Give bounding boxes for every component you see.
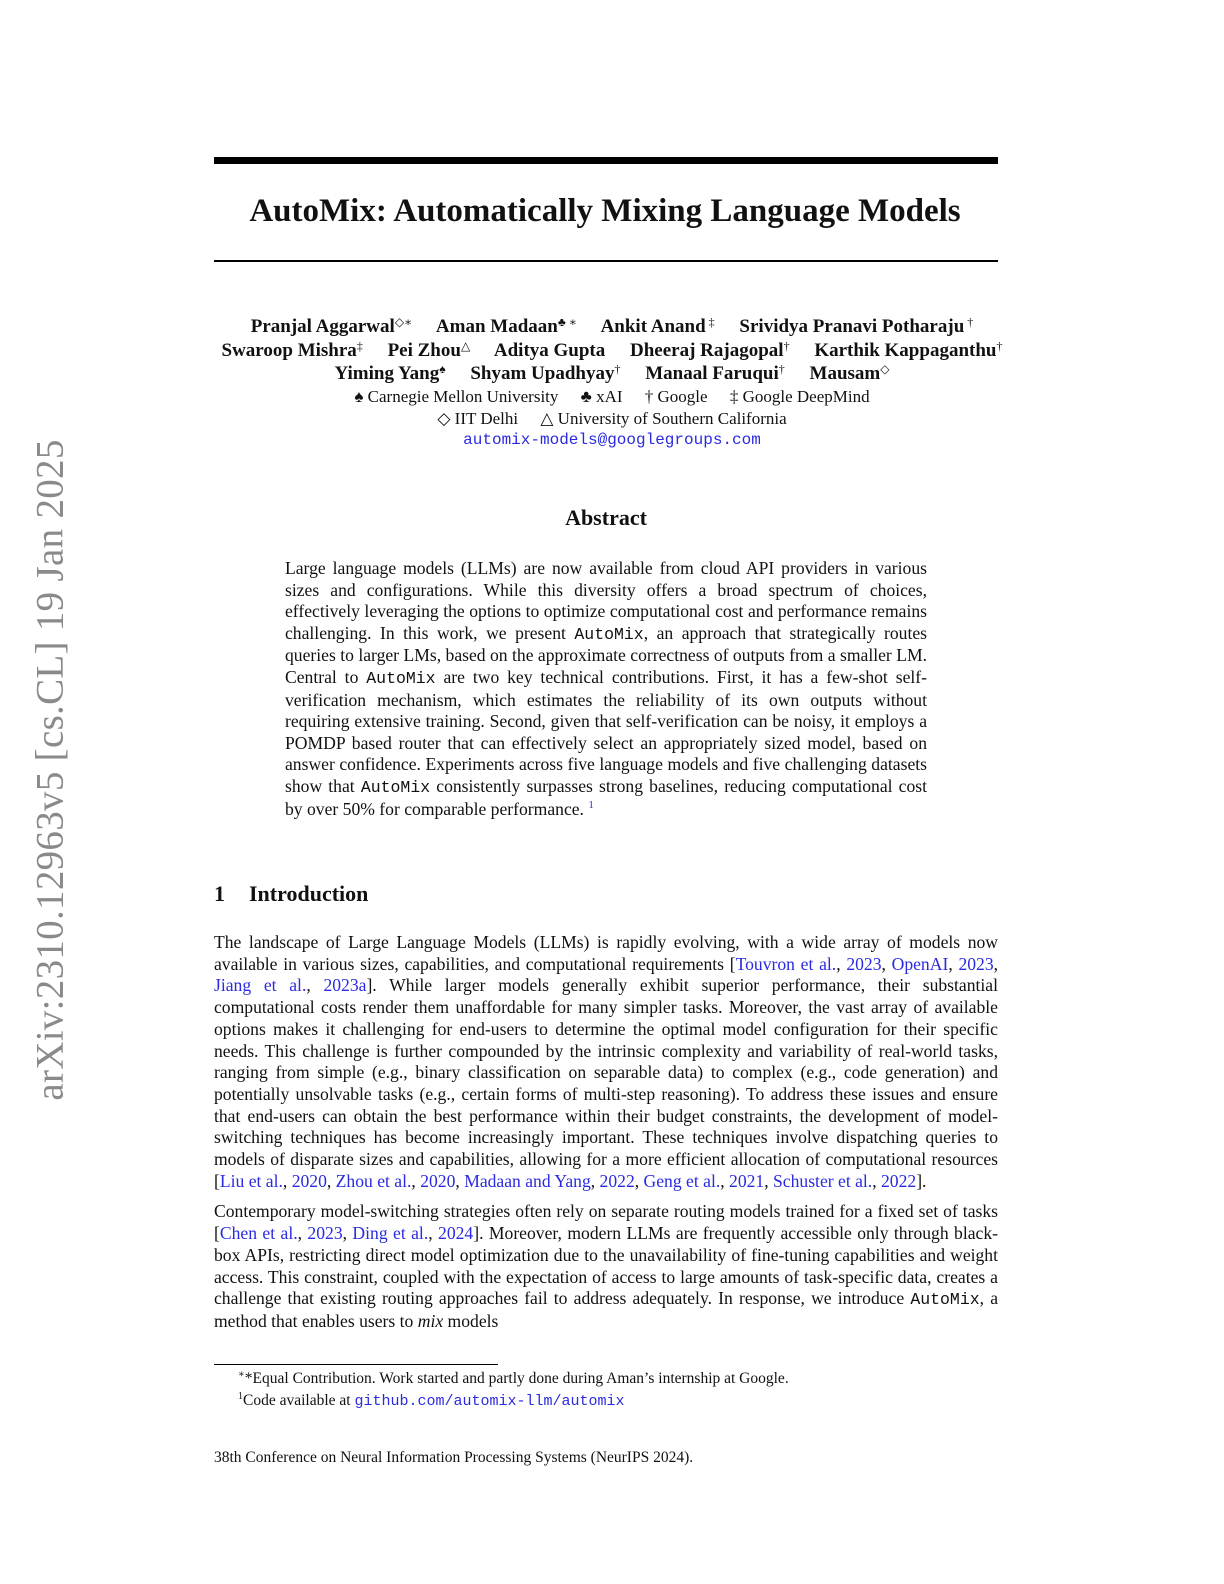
author-name: Mausam (809, 363, 881, 384)
author-mark: † (778, 362, 785, 376)
abstract-body (285, 558, 927, 820)
author-mark: † (996, 338, 1003, 353)
affiliation: △ University of Southern California (540, 408, 787, 428)
affiliation-line-2 (0, 409, 1224, 431)
author-name: Karthik Kappaganthu (814, 339, 997, 361)
author-name: Pei Zhou (387, 339, 461, 361)
affiliation: ♣ xAI (580, 386, 623, 406)
abstract-text: consistently surpasses strong baselines, reducing computational cost by over 50% for comparable performance. (285, 775, 928, 819)
author-mark: † (614, 362, 621, 376)
affiliation-line-1 (0, 387, 1224, 409)
author-mark: △ (460, 338, 471, 353)
author-mark: † (783, 338, 790, 353)
citation-link[interactable]: Touvron et al. (735, 953, 837, 974)
body-text: The landscape of Large Language Models (LLMs) is rapidly evolving, with a wide array of models now available in various sizes, capabilities, and computational requirements [ (214, 932, 998, 974)
emphasis-mix: mix (417, 1310, 444, 1331)
section-title: Introduction (249, 881, 369, 906)
affiliation: ◇ IIT Delhi (437, 408, 519, 428)
introduction-body (214, 932, 998, 1342)
affiliation: ♠ Carnegie Mellon University (354, 386, 559, 406)
author-mark: ◇∗ (394, 315, 413, 329)
abstract-text: are two key technical contributions. First, it has a few-shot self-verification mechanism, which estimates the reliability of its own outputs without requiring extensive training. Second, given that self-verification can be noisy, it employs a POMDP based router that can effectively select an appropriately sized model, based on answer confidence. Experiments across five language models and five challenging datasets show that (285, 666, 927, 796)
author-name: Aditya Gupta (493, 339, 606, 361)
author-mark: † (964, 315, 974, 329)
body-text: , a method that enables users to (214, 1288, 998, 1331)
citation-link[interactable]: Geng et al. (643, 1170, 721, 1191)
arxiv-stamp (22, 430, 78, 1110)
author-name: Shyam Upadhyay (470, 363, 615, 384)
paper-title: AutoMix: Automatically Mixing Language Models (249, 193, 961, 229)
affiliation: ‡ Google DeepMind (729, 386, 870, 406)
citation-link[interactable]: 2022 (599, 1170, 635, 1191)
author-name: Manaal Faruqui (645, 363, 779, 384)
author-mark: ‡ (705, 315, 715, 329)
body-text: models (443, 1310, 499, 1331)
author-name: Srividya Pranavi Potharaju (739, 316, 965, 337)
author-mark: ◇ (880, 362, 890, 376)
author-mark: ♠ (439, 362, 446, 376)
section-heading-introduction (214, 881, 368, 907)
abstract-text: , an approach that strategically routes queries to larger LMs, based on the approximate correctness of outputs from a smaller LM. Central to (285, 622, 927, 687)
arxiv-stamp-text: arXiv:2310.12963v5 [cs.CL] 19 Jan 2025 (28, 439, 72, 1101)
affiliation: † Google (644, 386, 708, 406)
citation-link[interactable]: 2022 (881, 1170, 917, 1191)
citation-link[interactable]: Schuster et al. (773, 1170, 873, 1191)
footnote-equal-contribution (238, 1368, 789, 1390)
author-name: Ankit Anand (600, 316, 706, 337)
footnote-mark: 1 (238, 1391, 243, 1402)
automix-name: AutoMix (360, 777, 431, 797)
citation-link[interactable]: Liu et al. (219, 1170, 283, 1191)
citation-link[interactable]: 2023 (958, 953, 994, 974)
author-mark: ♣ ∗ (557, 315, 577, 329)
citation-link[interactable]: 2020 (291, 1170, 327, 1191)
citation-link[interactable]: 2020 (420, 1170, 456, 1191)
author-line-3 (0, 363, 1224, 387)
footnote-text: Code available at (243, 1392, 355, 1409)
author-line-1 (0, 316, 1224, 340)
citation-link[interactable]: 2023 (846, 953, 882, 974)
citation-link[interactable]: 2024 (438, 1223, 474, 1244)
footnote-rule (214, 1364, 498, 1365)
footnotes (238, 1368, 789, 1413)
section-number: 1 (214, 881, 225, 906)
citation-link[interactable]: Madaan and Yang (464, 1170, 591, 1191)
intro-paragraph-1: The landscape of Large Language Models (LLMs) is rapidly evolving, with a wide array of models now available in various sizes, capabilities, and computational requirements [Touvron et al., 2023, OpenAI, 2023, Jiang et al., 2023a]. While larger models generally exhibit superior performance, their substantial computational costs render them unaffordable for many simpler tasks. Moreover, the vast array of available options makes it challenging for end-users to determine the optimal model configuration for their specific needs. This challenge is further compounded by the intrinsic complexity and variability of real-world tasks, ranging from simple (e.g., binary classification on separable data) to complex (e.g., code generation) and potentially unsolvable tasks (e.g., certain forms of multi-step reasoning). To address these issues and ensure that end-users can obtain the best performance within their budget constraints, the development of model-switching techniques has become increasingly important. These techniques involve dispatching queries to models of disparate sizes and capabilities, allowing for a more efficient allocation of computational resources [Liu et al., 2020, Zhou et al., 2020, Madaan and Yang, 2022, Geng et al., 2021, Schuster et al., 2022]. (214, 932, 999, 1191)
abstract-text: Large language models (LLMs) are now available from cloud API providers in various sizes and configurations. While this diversity offers a broad spectrum of choices, effectively leveraging the options to optimize computational cost and performance remains challenging. In this work, we present (285, 558, 927, 643)
citation-link[interactable]: 2021 (729, 1170, 765, 1191)
venue-footer: 38th Conference on Neural Information Processing Systems (NeurIPS 2024). (214, 1449, 694, 1466)
citation-link[interactable]: OpenAI (891, 953, 949, 974)
citation-link[interactable]: 2023a (323, 975, 367, 996)
body-text: ]. (916, 1170, 927, 1191)
author-name: Yiming Yang (334, 363, 440, 384)
body-text: ]. Moreover, modern LLMs are frequently accessible only through black-box APIs, restricting direct model optimization due to the unavailability of fine-tuning capabilities and weight access. This constraint, coupled with the expectation of access to large amounts of task-specific data, creates a challenge that existing routing approaches fail to address adequately. In response, we introduce (214, 1223, 998, 1309)
author-name: Aman Madaan (435, 316, 558, 337)
abstract-heading: Abstract (565, 505, 647, 530)
email-link[interactable]: automix-models@googlegroups.com (463, 430, 761, 449)
footnote-code (238, 1390, 789, 1413)
author-block (0, 316, 1224, 453)
author-name: Pranjal Aggarwal (250, 316, 395, 337)
intro-paragraph-2: Contemporary model-switching strategies often rely on separate routing models trained for a fixed set of tasks [Chen et al., 2023, Ding et al., 2024]. Moreover, modern LLMs are frequently accessible only through black-box APIs, restricting direct model optimization due to the unavailability of fine-tuning capabilities and weight access. This constraint, coupled with the expectation of access to large amounts of task-specific data, creates a challenge that existing routing approaches fail to address adequately. In response, we introduce AutoMix, a method that enables users to mix models (214, 1201, 998, 1331)
automix-name: AutoMix (366, 668, 436, 688)
author-name: Swaroop Mishra (221, 339, 357, 361)
abstract-paragraph (285, 558, 927, 820)
footnote-text: *Equal Contribution. Work started and partly done during Aman’s internship at Google. (244, 1370, 789, 1387)
citation-link[interactable]: Chen et al. (219, 1223, 298, 1244)
automix-name: AutoMix (910, 1290, 980, 1310)
author-mark: ‡ (356, 338, 363, 353)
citation-link[interactable]: Zhou et al. (335, 1170, 412, 1191)
github-link[interactable]: github.com/automix-llm/automix (354, 1393, 625, 1410)
footnote-mark: ∗ (238, 1369, 245, 1380)
citation-link[interactable]: Jiang et al. (214, 975, 307, 996)
automix-name: AutoMix (574, 624, 644, 644)
body-text: Contemporary model-switching strategies often rely on separate routing models trained for a fixed set of tasks [ (214, 1201, 998, 1244)
contact-email (0, 431, 1224, 453)
footnote-1-link[interactable]: 1 (588, 798, 594, 811)
citation-link[interactable]: Ding et al. (352, 1223, 429, 1244)
author-line-2 (0, 340, 1224, 364)
author-name: Dheeraj Rajagopal (630, 339, 784, 361)
title-rule-top (214, 157, 998, 164)
body-text: ]. While larger models generally exhibit superior performance, their substantial computational costs render them unaffordable for many simpler tasks. Moreover, the vast array of available options makes it challenging for end-users to determine the optimal model configuration for their specific needs. This challenge is further compounded by the intrinsic complexity and variability of real-world tasks, ranging from simple (e.g., binary classification on separable data) to complex (e.g., code generation) and potentially unsolvable tasks (e.g., certain forms of multi-step reasoning). To address these issues and ensure that end-users can obtain the best performance within their budget constraints, the development of model-switching techniques has become increasingly important. These techniques involve dispatching queries to models of disparate sizes and capabilities, allowing for a more efficient allocation of computational resources [ (214, 975, 998, 1191)
title-rule-bottom (214, 260, 998, 262)
citation-link[interactable]: 2023 (307, 1223, 343, 1244)
